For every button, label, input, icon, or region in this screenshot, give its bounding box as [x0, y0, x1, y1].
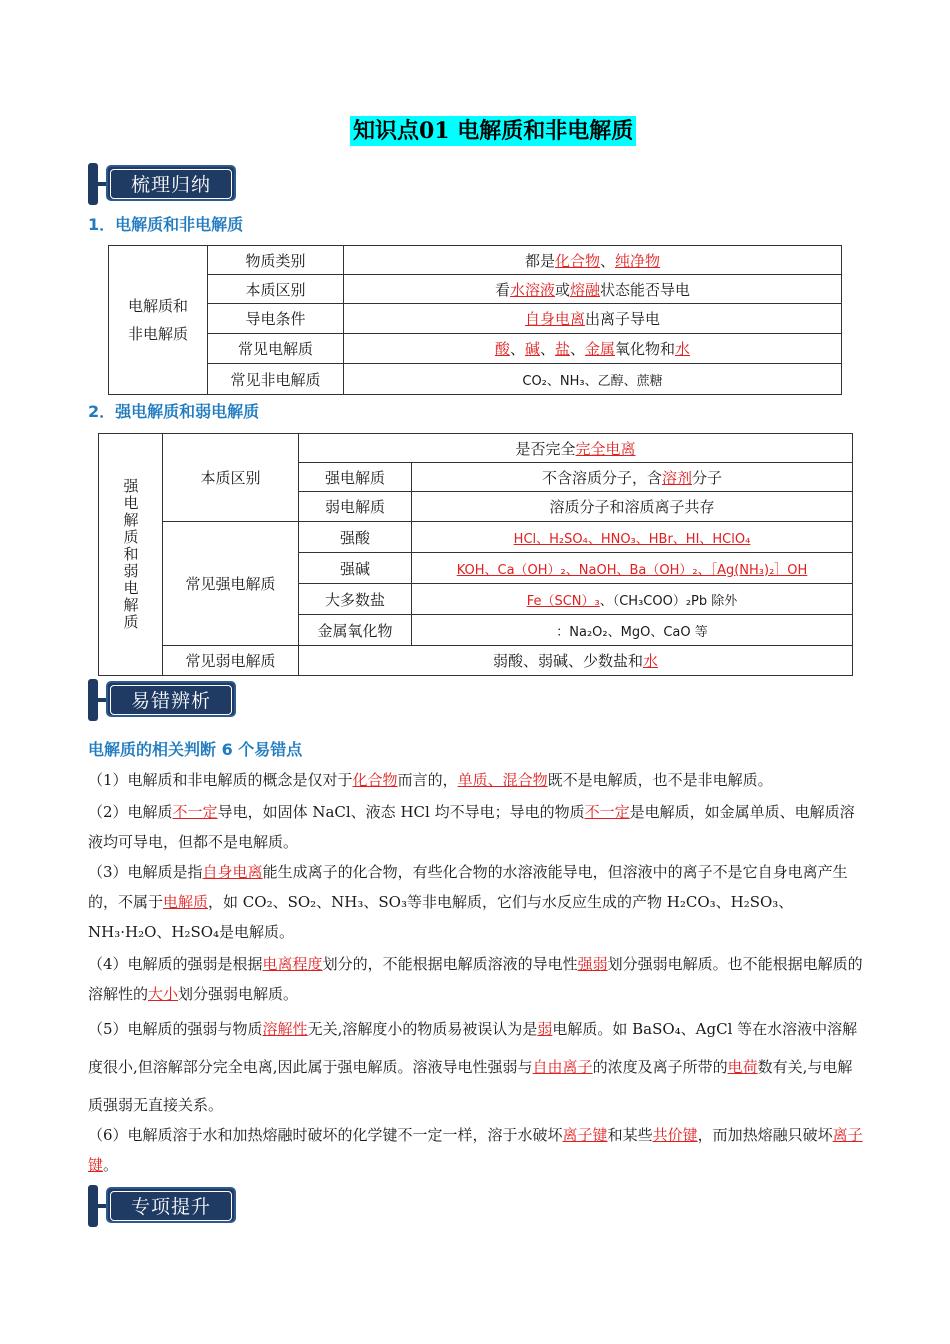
weak-value: 溶质分子和溶质离子共存	[412, 492, 853, 522]
table-strong-weak	[98, 433, 853, 676]
oxide-value: ：Na₂O₂、MgO、CaO 等	[412, 615, 853, 646]
section-banner-summary	[88, 163, 240, 205]
section-heading: 2．强电解质和弱电解质	[88, 402, 260, 421]
pitfall-1: （1）电解质和非电解质的概念是仅对于化合物而言的，单质、混合物既不是电解质，也不是非电解质。	[88, 771, 773, 789]
section-banner-pitfalls	[88, 679, 240, 721]
acid-label: 强酸	[299, 522, 412, 553]
pitfall-3: （3）电解质是指自身电离能生成离子的化合物，有些化合物的水溶液能导电，但溶液中的离子不是它自身电离产生的，不属于电解质，如 CO₂、SO₂、NH₃、SO₃等非电解质，它们与水反应生成的产物 H₂CO₃、H₂SO₃、NH₃·H₂O、H₂SO₄是电解质。	[88, 863, 848, 941]
base-label: 强碱	[299, 553, 412, 584]
row-label: 常见电解质	[208, 334, 344, 364]
row-value: 自身电离出离子导电	[344, 304, 842, 334]
weak-label: 弱电解质	[299, 492, 412, 522]
row-label: 物质类别	[208, 246, 344, 275]
table-group-cell: 电解质和 非电解质	[109, 246, 208, 395]
common-weak-value: 弱酸、弱碱、少数盐和水	[299, 646, 853, 676]
section-banner-practice	[88, 1185, 240, 1227]
table-electrolyte	[108, 245, 842, 395]
essence-head: 是否完全完全电离	[299, 434, 853, 463]
pitfall-4: （4）电解质的强弱是根据电离程度划分的，不能根据电解质溶液的导电性强弱划分强弱电解质。也不能根据电解质的溶解性的大小划分强弱电解质。	[88, 955, 863, 1003]
row-value: 看水溶液或熔融状态能否导电	[344, 275, 842, 304]
common-weak-label: 常见弱电解质	[163, 646, 299, 676]
row-value: CO₂、NH₃、乙醇、蔗糖	[344, 364, 842, 395]
table-group-cell: 强电解质和弱电解质	[99, 434, 163, 676]
base-value: KOH、Ca（OH）₂、NaOH、Ba（OH）₂、［Ag(NH₃)₂］OH	[412, 553, 853, 584]
banner-label: 梳理归纳	[110, 169, 232, 199]
acid-value: HCl、H₂SO₄、HNO₃、HBr、HI、HClO₄	[412, 522, 853, 553]
pitfall-5: （5）电解质的强弱与物质溶解性无关,溶解度小的物质易被误认为是弱电解质。如 BaSO₄、AgCl 等在水溶液中溶解度很小,但溶解部分完全电离,因此属于强电解质。溶液导电性强弱与自由离子的浓度及离子所带的电荷数有关,与电解质强弱无直接关系。	[88, 1020, 858, 1114]
section-heading: 1．电解质和非电解质	[88, 215, 244, 234]
common-strong-label: 常见强电解质	[163, 522, 299, 646]
row-label: 导电条件	[208, 304, 344, 334]
section-heading: 电解质的相关判断 6 个易错点	[88, 740, 303, 759]
banner-label: 易错辨析	[110, 685, 232, 715]
banner-label: 专项提升	[110, 1191, 232, 1221]
row-label: 本质区别	[208, 275, 344, 304]
row-value: 都是化合物、纯净物	[344, 246, 842, 275]
row-label: 常见非电解质	[208, 364, 344, 395]
row-value: 酸、碱、盐、金属氧化物和水	[344, 334, 842, 364]
salt-label: 大多数盐	[299, 584, 412, 615]
pitfall-6: （6）电解质溶于水和加热熔融时破坏的化学键不一定一样，溶于水破坏离子键和某些共价键，而加热熔融只破坏离子键。	[88, 1126, 863, 1174]
page-title: 知识点01 电解质和非电解质	[350, 116, 636, 146]
strong-value: 不含溶质分子，含溶剂分子	[412, 463, 853, 492]
oxide-label: 金属氧化物	[299, 615, 412, 646]
pitfall-2: （2）电解质不一定导电，如固体 NaCl、液态 HCl 均不导电；导电的物质不一定是电解质，如金属单质、电解质溶液均可导电，但都不是电解质。	[88, 803, 855, 851]
essence-label: 本质区别	[163, 434, 299, 522]
strong-label: 强电解质	[299, 463, 412, 492]
salt-value: Fe（SCN）₃、（CH₃COO）₂Pb 除外	[412, 584, 853, 615]
